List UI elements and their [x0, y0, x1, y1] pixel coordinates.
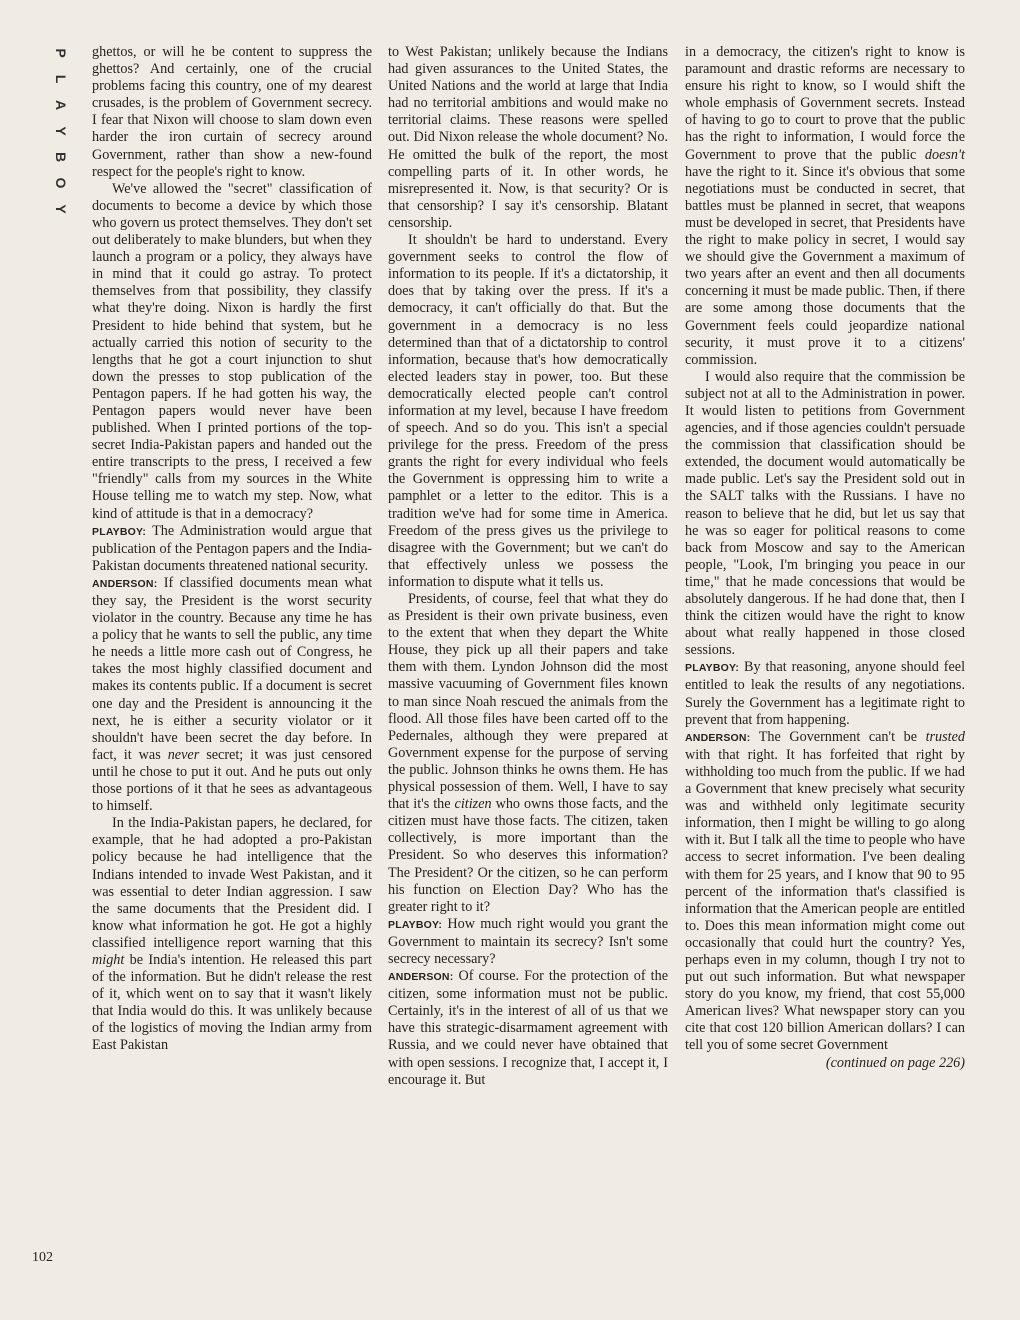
column-1 [92, 44, 372, 1055]
speaker-playboy: PLAYBOY: [388, 918, 443, 931]
speaker-playboy: PLAYBOY: [685, 662, 740, 675]
question [685, 659, 965, 728]
emphasis: doesn't [924, 146, 965, 163]
masthead-vertical [52, 40, 70, 222]
masthead-letter: B [53, 151, 69, 163]
paragraph: It shouldn't be hard to understand. Every government seeks to control the flow of information to its people. If it's a dictatorship, it does that by taking over the press. If it's a democracy, it can't officially do that. But the government in a democracy is no less determined than that of a dictatorship to control information, because that's how democratically elected leaders stay in power, too. But these democratically elected people can't control information at my level, because I have freedom of speech. And so do you. This isn't a special privilege for the press. Freedom of the press grants the right for every individual who feels the Government is oppressing him to write a pamphlet or a letter to the editor. This is a tradition we've had for some time in America. Freedom of the press gives us the privilege to disagree with the Government; but we can't do that effectively unless we possess the information to dispute what it tells us. [388, 232, 668, 590]
masthead-letter: P [53, 48, 69, 58]
paragraph-text: who owns those facts, and the citizen must have those facts. The citizen, taken collectively, is more important than the President. So who deserves this information? The President? Or the citizen, so he can perform his function on Election Day? Who has the greater right to it? [388, 796, 669, 915]
paragraph-text: Presidents, of course, feel that what they do as President is their own private business, even to the extent that when they depart the White House, they pick up all their papers and take them with them. Lyndon Johnson did the most massive vacuuming of Government files known to man since Noah rescued the animals from the flood. All those files have been carted off to the Pedernales, although they were prepared at Government expense for the purpose of serving the public. Johnson thinks he owns them. He has physical possession of them. Well, I have to say that it's the [388, 591, 668, 813]
answer-text: secret; it was just censored until he chose to put it out. And he puts out only those portions of it that he sees as advantageous to himself. [92, 746, 372, 815]
paragraph-text: be India's intention. He released this part of the information. But he didn't release the rest of it, which went on to say that it wasn't likely that India would do this. It was unlikely because of the logistics of moving the Indian army from East Pakistan [92, 951, 372, 1054]
answer-text: If classified documents mean what they say, the President is the worst security violator in the country. Because any time he has a policy that he wants to sell the public, any time he needs a little more cash out of Congress, he takes the most highly classified document and makes its contents public. If a document is secret one day and the President is announcing it the next, he is either a security violator or it shouldn't have been secret the day before. In fact, it was [92, 574, 373, 763]
paragraph: ghettos, or will he be content to suppress the ghettos? And certainly, one of the crucial problems facing this country, one of my dearest crusades, is the problem of Government secrecy. I fear that Nixon will choose to slam down even harder the iron curtain of secrecy around Government, rather than show a new-found respect for the people's right to know. [92, 44, 372, 180]
paragraph [92, 815, 372, 1054]
masthead-letter: L [53, 74, 69, 84]
question-text: The Administration would argue that publication of the Pentagon papers and the India-Pakistan documents threatened national security. [92, 522, 372, 574]
question-text: By that reasoning, anyone should feel entitled to leak the results of any negotiations. Surely the Government has a legitimate right to prevent that from happening. [685, 659, 966, 728]
speaker-anderson: ANDERSON: [388, 971, 454, 984]
question [388, 916, 668, 968]
paragraph-text: in a democracy, the citizen's right to know is paramount and drastic reforms are necessary to ensure his right to know, so I would shift the whole emphasis of Government secrets. Instead of having to go to court to prove that the public has the right to information, I would force the Government to prove that the public [685, 44, 965, 163]
emphasis: might [92, 951, 125, 968]
answer [685, 729, 965, 1055]
paragraph: to West Pakistan; unlikely because the Indians had given assurances to the United States, the United Nations and the world at large that India had no territorial ambitions and would make no territorial claims. These reasons were spelled out. Did Nixon release the whole document? No. He omitted the bulk of the report, the most compelling parts of it. In other words, he misrepresented it. Now, is that security? Or is that censorship? I say it's censorship. Blatant censorship. [388, 44, 668, 231]
page-number: 102 [32, 1250, 53, 1265]
emphasis: never [167, 746, 200, 763]
paragraph: I would also require that the commission be subject not at all to the Administration in power. It would listen to petitions from Government agencies, and if those agencies couldn't persuade the commission that classification should be extended, the document would automatically be made public. Let's say the President sold out in the SALT talks with the Russians. I have no reason to believe that he did, but let us say that he was so eager for political reasons to come back from Moscow and say to the American people, "Look, I'm bringing you peace in our time," that he made concessions that would be absolutely dangerous. If he had done that, then I think the citizen would have the right to know about what really happened in those closed sessions. [685, 368, 965, 659]
answer-text: Of course. For the protection of the citizen, some information must not be public. Certainly, it's in the interest of all of us that we have this strategic-disarmament agreement with Russia, and we could never have obtained that with open sessions. I recognize that, I accept it, I encourage it. But [388, 968, 669, 1088]
masthead-letter: Y [53, 126, 69, 136]
answer-text: The Government can't be [758, 728, 926, 745]
speaker-anderson: ANDERSON: [92, 577, 158, 590]
answer [388, 968, 668, 1089]
masthead-letter: O [53, 177, 69, 189]
paragraph: We've allowed the "secret" classification of documents to become a device by which those who govern us protect themselves. They don't set out deliberately to make blunders, but when they launch a program or a policy, they always have in mind that it could go astray. To protect themselves from that possibility, they classify what they're doing. Nixon is hardly the first President to hide behind that system, but he actually carried this notion of security to the lengths that he got a court injunction to shut down the presses to stop publication of the Pentagon papers. If he had gotten his way, the Pentagon papers would never have been published. When I printed portions of the top-secret India-Pakistan papers and handed out the entire transcripts to the press, I received a few "friendly" calls from my sources in the White House telling me to watch my step. Now, what kind of attitude is that in a democracy? [92, 180, 372, 522]
question [92, 523, 372, 575]
speaker-playboy: PLAYBOY: [92, 525, 147, 538]
paragraph [685, 44, 965, 369]
emphasis: trusted [925, 728, 965, 745]
masthead-letter: A [53, 99, 69, 111]
continued-note: (continued on page 226) [825, 1054, 965, 1071]
column-2 [388, 44, 668, 1089]
paragraph-text: have the right to it. Since it's obvious that some negotiations must be conducted in secret, that battles must be planned in secret, that weapons must be developed in secret, that Presidents have the right to make policy in secret, I would say we should give the Government a maximum of two years after an event and then all documents concerning it must be made public. Then, if there are some among those documents that the Government feels could jeopardize national security, it must prove it to a citizens' commission. [685, 163, 965, 368]
masthead-letter: Y [53, 204, 69, 214]
answer-text: with that right. It has forfeited that right by withholding too much from the public. If we had a Government that knew precisely what security was and withheld only legitimate security information, then I might be willing to go along with it. But I talk all the time to people who have access to secret information. I've been dealing with them for 25 years, and I know that 90 to 95 percent of the information that's classified is information that the American people are entitled to. Does this mean information might come out occasionally that could hurt the country? Yes, perhaps even in my column, though I try not to put out such information. But what newspaper story do you know, my friend, that cost 55,000 American lives? What newspaper story can you cite that cost 120 billion American dollars? I can tell you of some secret Government [685, 746, 965, 1054]
speaker-anderson: ANDERSON: [685, 731, 751, 744]
answer [92, 575, 372, 815]
paragraph-text: In the India-Pakistan papers, he declared, for example, that he had adopted a pro-Pakistan policy because he had intelligence that the Indians intended to invade West Pakistan, and it was essential to deter Indian aggression. I saw the same documents that the President did. I know what information he got. He got a highly classified intelligence report warning that this [92, 815, 372, 951]
emphasis: citizen [454, 796, 492, 813]
paragraph [388, 591, 668, 916]
question-text: How much right would you grant the Government to maintain its secrecy? Isn't some secrecy necessary? [388, 915, 668, 967]
column-3 [685, 44, 965, 1072]
